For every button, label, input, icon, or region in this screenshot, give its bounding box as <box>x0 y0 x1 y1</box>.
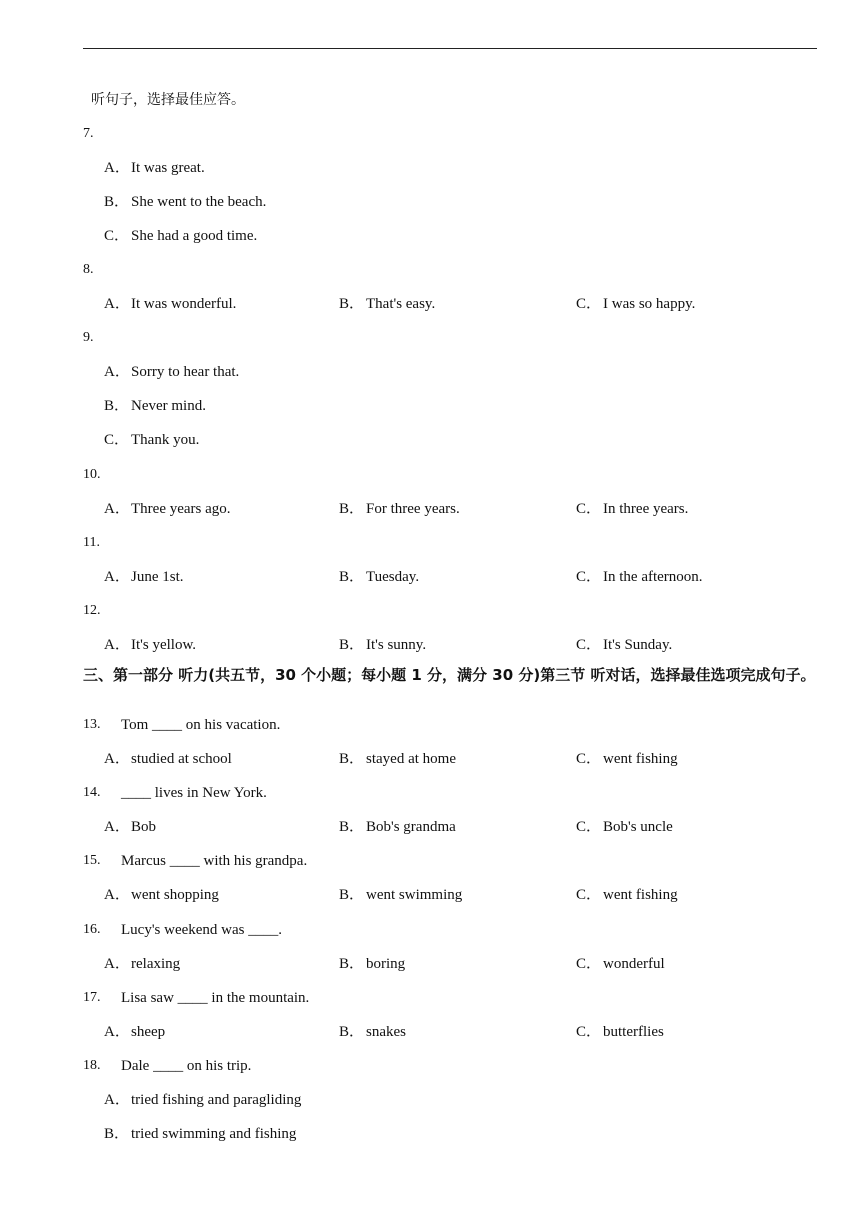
question-14-option-a[interactable]: A．Bob <box>104 819 157 835</box>
question-17-option-c[interactable]: C． butterflies <box>576 1024 664 1040</box>
question-17-option-b[interactable]: B． snakes <box>339 1024 406 1040</box>
question-9-number: 9. <box>83 330 94 345</box>
question-7-option-b[interactable]: B． She went to the beach. <box>104 194 267 210</box>
question-9-option-c[interactable]: C． Thank you. <box>104 432 200 448</box>
question-17-option-a[interactable]: A．sheep <box>104 1024 166 1040</box>
question-11-number: 11. <box>83 535 100 550</box>
question-14-number: 14. <box>83 785 101 800</box>
question-16-text: Lucy's weekend was ____. <box>121 922 282 938</box>
question-10-number: 10. <box>83 467 101 482</box>
question-11-option-c[interactable]: C． In the afternoon. <box>576 569 703 585</box>
question-17-text: Lisa saw ____ in the mountain. <box>121 990 310 1006</box>
question-11-option-a[interactable]: A．June 1st. <box>104 569 184 585</box>
question-12-option-b[interactable]: B． It's sunny. <box>339 637 427 653</box>
question-10-option-c[interactable]: C． In three years. <box>576 501 689 517</box>
question-18-text: Dale ____ on his trip. <box>121 1058 252 1074</box>
question-10-option-a[interactable]: A．Three years ago. <box>104 501 231 517</box>
question-8-option-c[interactable]: C． I was so happy. <box>576 296 696 312</box>
question-16-option-b[interactable]: B． boring <box>339 956 406 972</box>
section-heading: 三、第一部分 听力(共五节，30 个小题；每小题 1 分，满分 30 分)第三节 听对话，选择最佳选项完成句子。 <box>83 666 816 684</box>
question-12-number: 12. <box>83 603 101 618</box>
question-10-option-b[interactable]: B． For three years. <box>339 501 460 517</box>
question-15-option-b[interactable]: B． went swimming <box>339 887 463 903</box>
question-12-option-a[interactable]: A．It's yellow. <box>104 637 197 653</box>
question-8-option-b[interactable]: B． That's easy. <box>339 296 436 312</box>
question-18-number: 18. <box>83 1058 101 1073</box>
header-rule <box>83 48 817 49</box>
question-7-option-c[interactable]: C． She had a good time. <box>104 228 258 244</box>
question-13-option-a[interactable]: A．studied at school <box>104 751 232 767</box>
question-14-text: ____ lives in New York. <box>121 785 267 801</box>
instruction-text: 听句子，选择最佳应答。 <box>91 92 245 108</box>
question-15-option-c[interactable]: C． went fishing <box>576 887 678 903</box>
question-15-text: Marcus ____ with his grandpa. <box>121 853 308 869</box>
question-7-option-a[interactable]: A．It was great. <box>104 160 205 176</box>
question-13-text: Tom ____ on his vacation. <box>121 717 281 733</box>
question-18-option-b[interactable]: B． tried swimming and fishing <box>104 1126 297 1142</box>
question-17-number: 17. <box>83 990 101 1005</box>
question-11-option-b[interactable]: B． Tuesday. <box>339 569 420 585</box>
question-13-option-c[interactable]: C． went fishing <box>576 751 678 767</box>
question-14-option-c[interactable]: C． Bob's uncle <box>576 819 673 835</box>
question-15-number: 15. <box>83 853 101 868</box>
question-9-option-a[interactable]: A．Sorry to hear that. <box>104 364 240 380</box>
question-16-option-a[interactable]: A．relaxing <box>104 956 181 972</box>
question-14-option-b[interactable]: B． Bob's grandma <box>339 819 456 835</box>
question-12-option-c[interactable]: C． It's Sunday. <box>576 637 673 653</box>
question-8-number: 8. <box>83 262 94 277</box>
question-8-option-a[interactable]: A．It was wonderful. <box>104 296 237 312</box>
question-13-number: 13. <box>83 717 101 732</box>
question-16-number: 16. <box>83 922 101 937</box>
question-9-option-b[interactable]: B． Never mind. <box>104 398 206 414</box>
question-7-number: 7. <box>83 126 94 141</box>
question-15-option-a[interactable]: A．went shopping <box>104 887 219 903</box>
question-16-option-c[interactable]: C． wonderful <box>576 956 665 972</box>
question-18-option-a[interactable]: A．tried fishing and paragliding <box>104 1092 302 1108</box>
question-13-option-b[interactable]: B． stayed at home <box>339 751 456 767</box>
